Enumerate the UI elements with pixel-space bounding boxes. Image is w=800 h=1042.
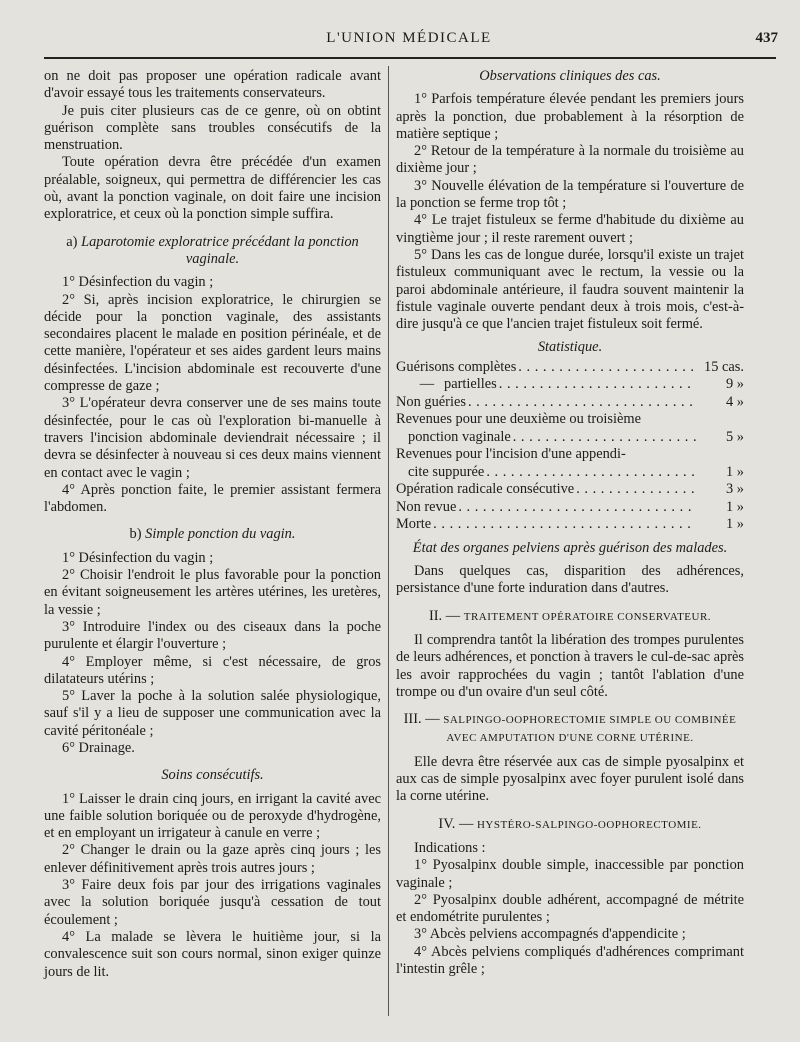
statistics-table	[396, 359, 744, 534]
list-item: 2° Changer le drain ou la gaze après cinq jours ; les enlever définitivement après trois autres jours ;	[44, 842, 381, 876]
list-item: 5° Laver la poche à la solution salée physiologique, sauf s'il y a lieu de supposer une communication avec la cavité péritonéale ;	[44, 688, 381, 739]
list-item: 4° Le trajet fistuleux se ferme d'habitude du dixième au vingtième jour ; il reste rarement ouvert ;	[396, 212, 744, 246]
leader-dots	[499, 376, 696, 394]
section-title-cont: AVEC AMPUTATION D'UNE CORNE UTÉRINE.	[446, 732, 694, 745]
section-prefix: a)	[66, 233, 78, 250]
stat-row	[396, 429, 744, 447]
section-heading-iv	[396, 816, 744, 834]
leader-dots	[513, 429, 696, 447]
list-item: 2° Si, après incision exploratrice, le chirurgien se décide pour la ponction vaginale, des assistants secondaires placent le malade en position périnéale, et de cette manière, l'opérateur et ses aides gardent leurs mains désinfectées. L'incision abdominale est recouverte d'une compresse de gaze ;	[44, 291, 381, 395]
list-item: 4° Après ponction faite, le premier assistant fermera l'abdomen.	[44, 481, 381, 516]
leader-dots	[433, 516, 696, 534]
list-item: 1° Laisser le drain cinq jours, en irrigant la cavité avec une faible solution boriquée ou de peroxyde d'hydrogène, et en employant un irrigateur à canule en verre ;	[44, 790, 381, 842]
list-item: 3° Abcès pelviens accompagnés d'appendicite ;	[414, 926, 686, 943]
running-title: L'UNION MÉDICALE	[326, 30, 492, 46]
stat-row	[396, 464, 744, 482]
list-item: 2° Choisir l'endroit le plus favorable pour la ponction en évitant soigneusement les artères utérines, les uretères, la vessie ;	[44, 567, 381, 618]
leader-dots	[486, 464, 696, 482]
list-item: 2° Pyosalpinx double adhérent, accompagné de métrite et endométrite purulentes ;	[396, 891, 744, 926]
section-title: Simple ponction du vagin.	[145, 526, 296, 543]
stat-label	[396, 376, 497, 394]
stat-row	[396, 411, 744, 429]
section-title: SALPINGO-OOPHORECTOMIE SIMPLE OU COMBINÉE	[443, 714, 737, 727]
leader-dots	[458, 499, 696, 517]
stat-label: cite suppurée	[408, 463, 485, 480]
leader-dots	[518, 359, 696, 377]
ditto-dash: —	[419, 376, 435, 393]
stat-label: ponction vaginale	[408, 428, 511, 445]
section-heading-statistique: Statistique.	[537, 339, 603, 356]
section-heading-etat: État des organes pelviens après guérison des malades.	[412, 539, 728, 556]
paragraph: Elle devra être réservée aux cas de simple pyosalpinx et aux cas de simple pyosalpinx avec foyer purulent isolé dans la corne utérine.	[396, 753, 744, 805]
list-item: 4° La malade se lèvera le huitième jour, si la convalescence suit son cours normal, sinon exiger quinze jours de lit.	[44, 928, 381, 980]
right-column	[396, 68, 744, 978]
list-item: 1° Pyosalpinx double simple, inaccessible par ponction vaginale ;	[396, 857, 744, 891]
list-item: 1° Parfois température élevée pendant les premiers jours après la ponction, due probablement à la résorption de matière septique ;	[396, 91, 744, 142]
section-title: TRAITEMENT OPÉRATOIRE CONSERVATEUR.	[463, 610, 712, 623]
stat-label: Non revue	[396, 498, 457, 515]
stat-value: 1 »	[726, 516, 744, 533]
stat-value: 3 »	[726, 481, 744, 498]
section-number: III. —	[403, 711, 440, 728]
stat-row	[396, 446, 744, 464]
page-header	[40, 30, 778, 52]
stat-label: Opération radicale consécutive	[396, 481, 575, 498]
paragraph: on ne doit pas proposer une opération radicale avant d'avoir essayé tous les traitements conservateurs.	[44, 68, 381, 102]
header-rule	[44, 57, 776, 59]
stat-row	[396, 359, 744, 377]
stat-row	[396, 481, 744, 499]
section-heading-b	[44, 526, 381, 543]
list-item: 4° Abcès pelviens compliqués d'adhérences comprimant l'intestin grêle ;	[396, 943, 744, 977]
leader-dots	[576, 481, 696, 499]
stat-row	[396, 499, 744, 517]
stat-row	[396, 516, 744, 534]
list-item: 3° Faire deux fois par jour des irrigations vaginales avec la solution boriquée jusqu'à cessation de tout écoulement ;	[44, 877, 381, 928]
paragraph: Je puis citer plusieurs cas de ce genre, où on obtint guérison complète sans troubles consécutifs de la menstruation.	[44, 102, 381, 154]
stat-label: Morte	[396, 516, 432, 533]
section-heading-iii	[396, 711, 744, 729]
section-number: II. —	[428, 607, 461, 624]
section-title: HYSTÉRO-SALPINGO-OOPHORECTOMIE.	[476, 818, 702, 831]
stat-value: 9 »	[726, 376, 744, 393]
section-heading-soins: Soins consécutifs.	[161, 767, 264, 784]
stat-value: 4 »	[726, 393, 744, 410]
list-item: 6° Drainage.	[62, 739, 135, 756]
stat-row	[396, 376, 744, 394]
left-column	[44, 68, 381, 981]
list-item: 2° Retour de la température à la normale du troisième au dixième jour ;	[396, 143, 744, 177]
stat-value: 1 »	[726, 498, 744, 515]
stat-value: 5 »	[726, 428, 744, 445]
section-title: Laparotomie exploratrice précédant la ponction vaginale.	[81, 233, 359, 267]
list-item: 1° Désinfection du vagin ;	[62, 274, 214, 291]
column-divider	[388, 66, 389, 1016]
stat-row	[396, 394, 744, 412]
section-heading-ii	[396, 608, 744, 626]
stat-label: Non guéries	[396, 393, 466, 410]
section-number: IV. —	[438, 815, 474, 832]
section-heading-iii-cont	[396, 729, 744, 747]
stat-label-text: partielles	[444, 376, 497, 393]
page-number: 437	[755, 30, 778, 46]
list-item: 1° Désinfection du vagin ;	[62, 549, 214, 566]
list-item: 3° L'opérateur devra conserver une de ses mains toute désinfectée, pour le cas où l'exploration bi-manuelle à travers l'incision abdominale deviendrait nécessaire ; il devra se désinfecter à nouveau si ces deux mains viennent en contact avec le vagin ;	[44, 395, 381, 481]
stat-value: 1 »	[726, 463, 744, 480]
list-item: 3° Nouvelle élévation de la température si l'ouverture de la ponction se ferme trop tôt ;	[396, 177, 744, 212]
stat-label: Revenues pour une deuxième ou troisième	[396, 411, 641, 428]
section-heading-a	[44, 234, 381, 269]
paragraph: Dans quelques cas, disparition des adhérences, persistance d'une forte induration dans d'autres.	[396, 563, 744, 597]
stat-label: Revenues pour l'incision d'une appendi-	[396, 446, 626, 463]
section-heading-observations: Observations cliniques des cas.	[479, 68, 661, 84]
section-prefix: b)	[129, 526, 142, 543]
list-item: 4° Employer même, si c'est nécessaire, de gros dilatateurs utérins ;	[44, 653, 381, 687]
indications-label: Indications :	[414, 839, 486, 856]
paragraph: Il comprendra tantôt la libération des trompes purulentes de leurs adhérences, et ponction à travers le cul-de-sac après les avoir rapprochées du vagin ; tantôt l'ablation d'une trompe ou d'un ovaire d'un seul côté.	[396, 631, 744, 700]
paragraph: Toute opération devra être précédée d'un examen préalable, soigneux, qui permettra de différencier les cas où, avant la ponction vaginale, on doit faire une incision exploratrice, et ceux où la ponction simple suffira.	[44, 154, 381, 223]
stat-value: 15 cas.	[704, 358, 744, 375]
list-item: 3° Introduire l'index ou des ciseaux dans la poche purulente et élargir l'ouverture ;	[44, 618, 381, 653]
list-item: 5° Dans les cas de longue durée, lorsqu'il existe un trajet fistuleux communiquant avec le rectum, la vessie ou la paroi abdominale antérieure, il faudra souvent maintenir la fistule vaginale ouverte pendant deux à trois mois, c'est-à-dire jusqu'à ce que l'ancien trajet fistuleux soit fermé.	[396, 246, 744, 333]
leader-dots	[468, 394, 696, 412]
stat-label: Guérisons complètes	[396, 358, 517, 375]
